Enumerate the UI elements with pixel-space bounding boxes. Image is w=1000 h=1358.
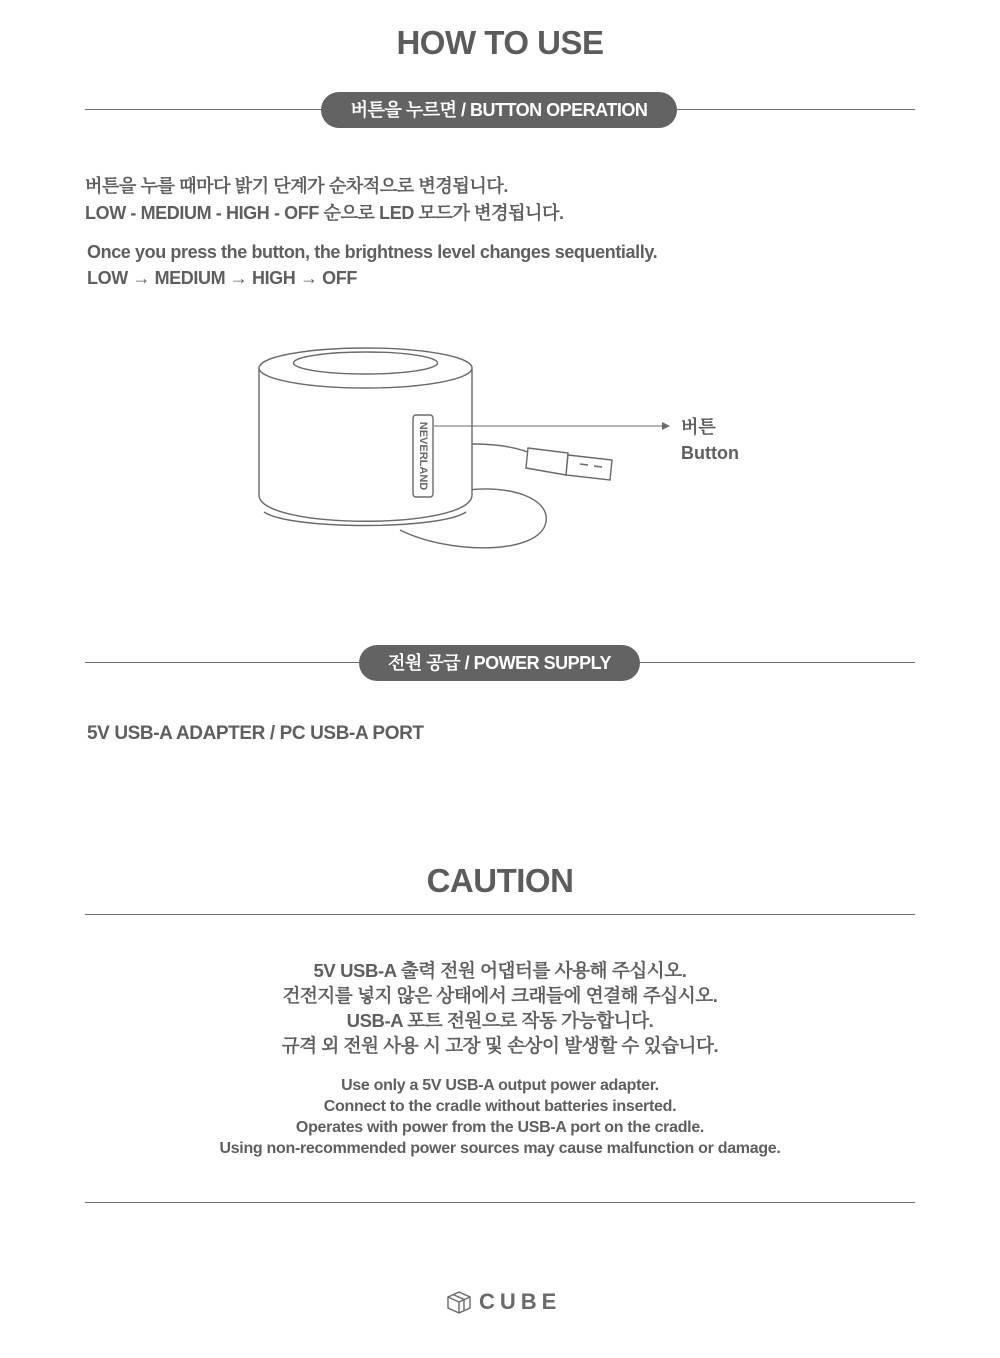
caution-kr-line: USB-A 포트 전원으로 작동 가능합니다. (346, 1010, 654, 1031)
page-title: HOW TO USE (396, 24, 604, 61)
caution-kr-line: 규격 외 전원 사용 시 고장 및 손상이 발생할 수 있습니다. (281, 1035, 719, 1056)
callout-label-en: Button (681, 443, 739, 463)
caution-en-block (0, 1075, 1000, 1159)
callout-arrow (610, 420, 670, 434)
caution-top-divider (85, 914, 915, 915)
caution-kr-line: 5V USB-A 출력 전원 어댑터를 사용해 주십시오. (313, 960, 687, 981)
cube-logo-icon (445, 1288, 473, 1316)
neverland-brand-text: NEVERLAND (417, 421, 430, 491)
callout-label-kr: 버튼 (681, 417, 716, 437)
arrow-right-icon (610, 420, 670, 434)
caution-kr-line: 건전지를 넣지 않은 상태에서 크래들에 연결해 주십시오. (282, 985, 718, 1006)
cradle-illustration (250, 340, 630, 555)
kr-instruction-line-2: LOW - MEDIUM - HIGH - OFF 순으로 LED 모드가 변경됩니다. (85, 203, 564, 223)
caution-en-line: Use only a 5V USB-A output power adapter. (341, 1077, 659, 1094)
caution-title: CAUTION (426, 862, 574, 899)
section-pill-button-operation: 버튼을 누르면 / BUTTON OPERATION (321, 92, 677, 128)
caution-en-line: Connect to the cradle without batteries inserted. (323, 1098, 677, 1115)
en-instruction-line-1: Once you press the button, the brightness level changes sequentially. (87, 242, 658, 262)
en-instruction-line-2: LOW → MEDIUM → HIGH → OFF (87, 268, 357, 288)
caution-kr-block (0, 958, 1000, 1058)
caution-en-line: Using non-recommended power sources may cause malfunction or damage. (219, 1140, 781, 1157)
cube-logo (445, 1288, 560, 1318)
caution-en-line: Operates with power from the USB-A port on the cradle. (295, 1119, 705, 1136)
kr-instruction-line-1: 버튼을 누를 때마다 밝기 단계가 순차적으로 변경됩니다. (85, 176, 508, 196)
cube-logo-text: CUBE (479, 1289, 562, 1314)
power-supply-text: 5V USB-A ADAPTER / PC USB-A PORT (87, 723, 424, 744)
caution-bottom-divider (85, 1202, 915, 1203)
cradle-drawing (250, 340, 630, 555)
section-pill-power-supply: 전원 공급 / POWER SUPPLY (359, 645, 640, 681)
